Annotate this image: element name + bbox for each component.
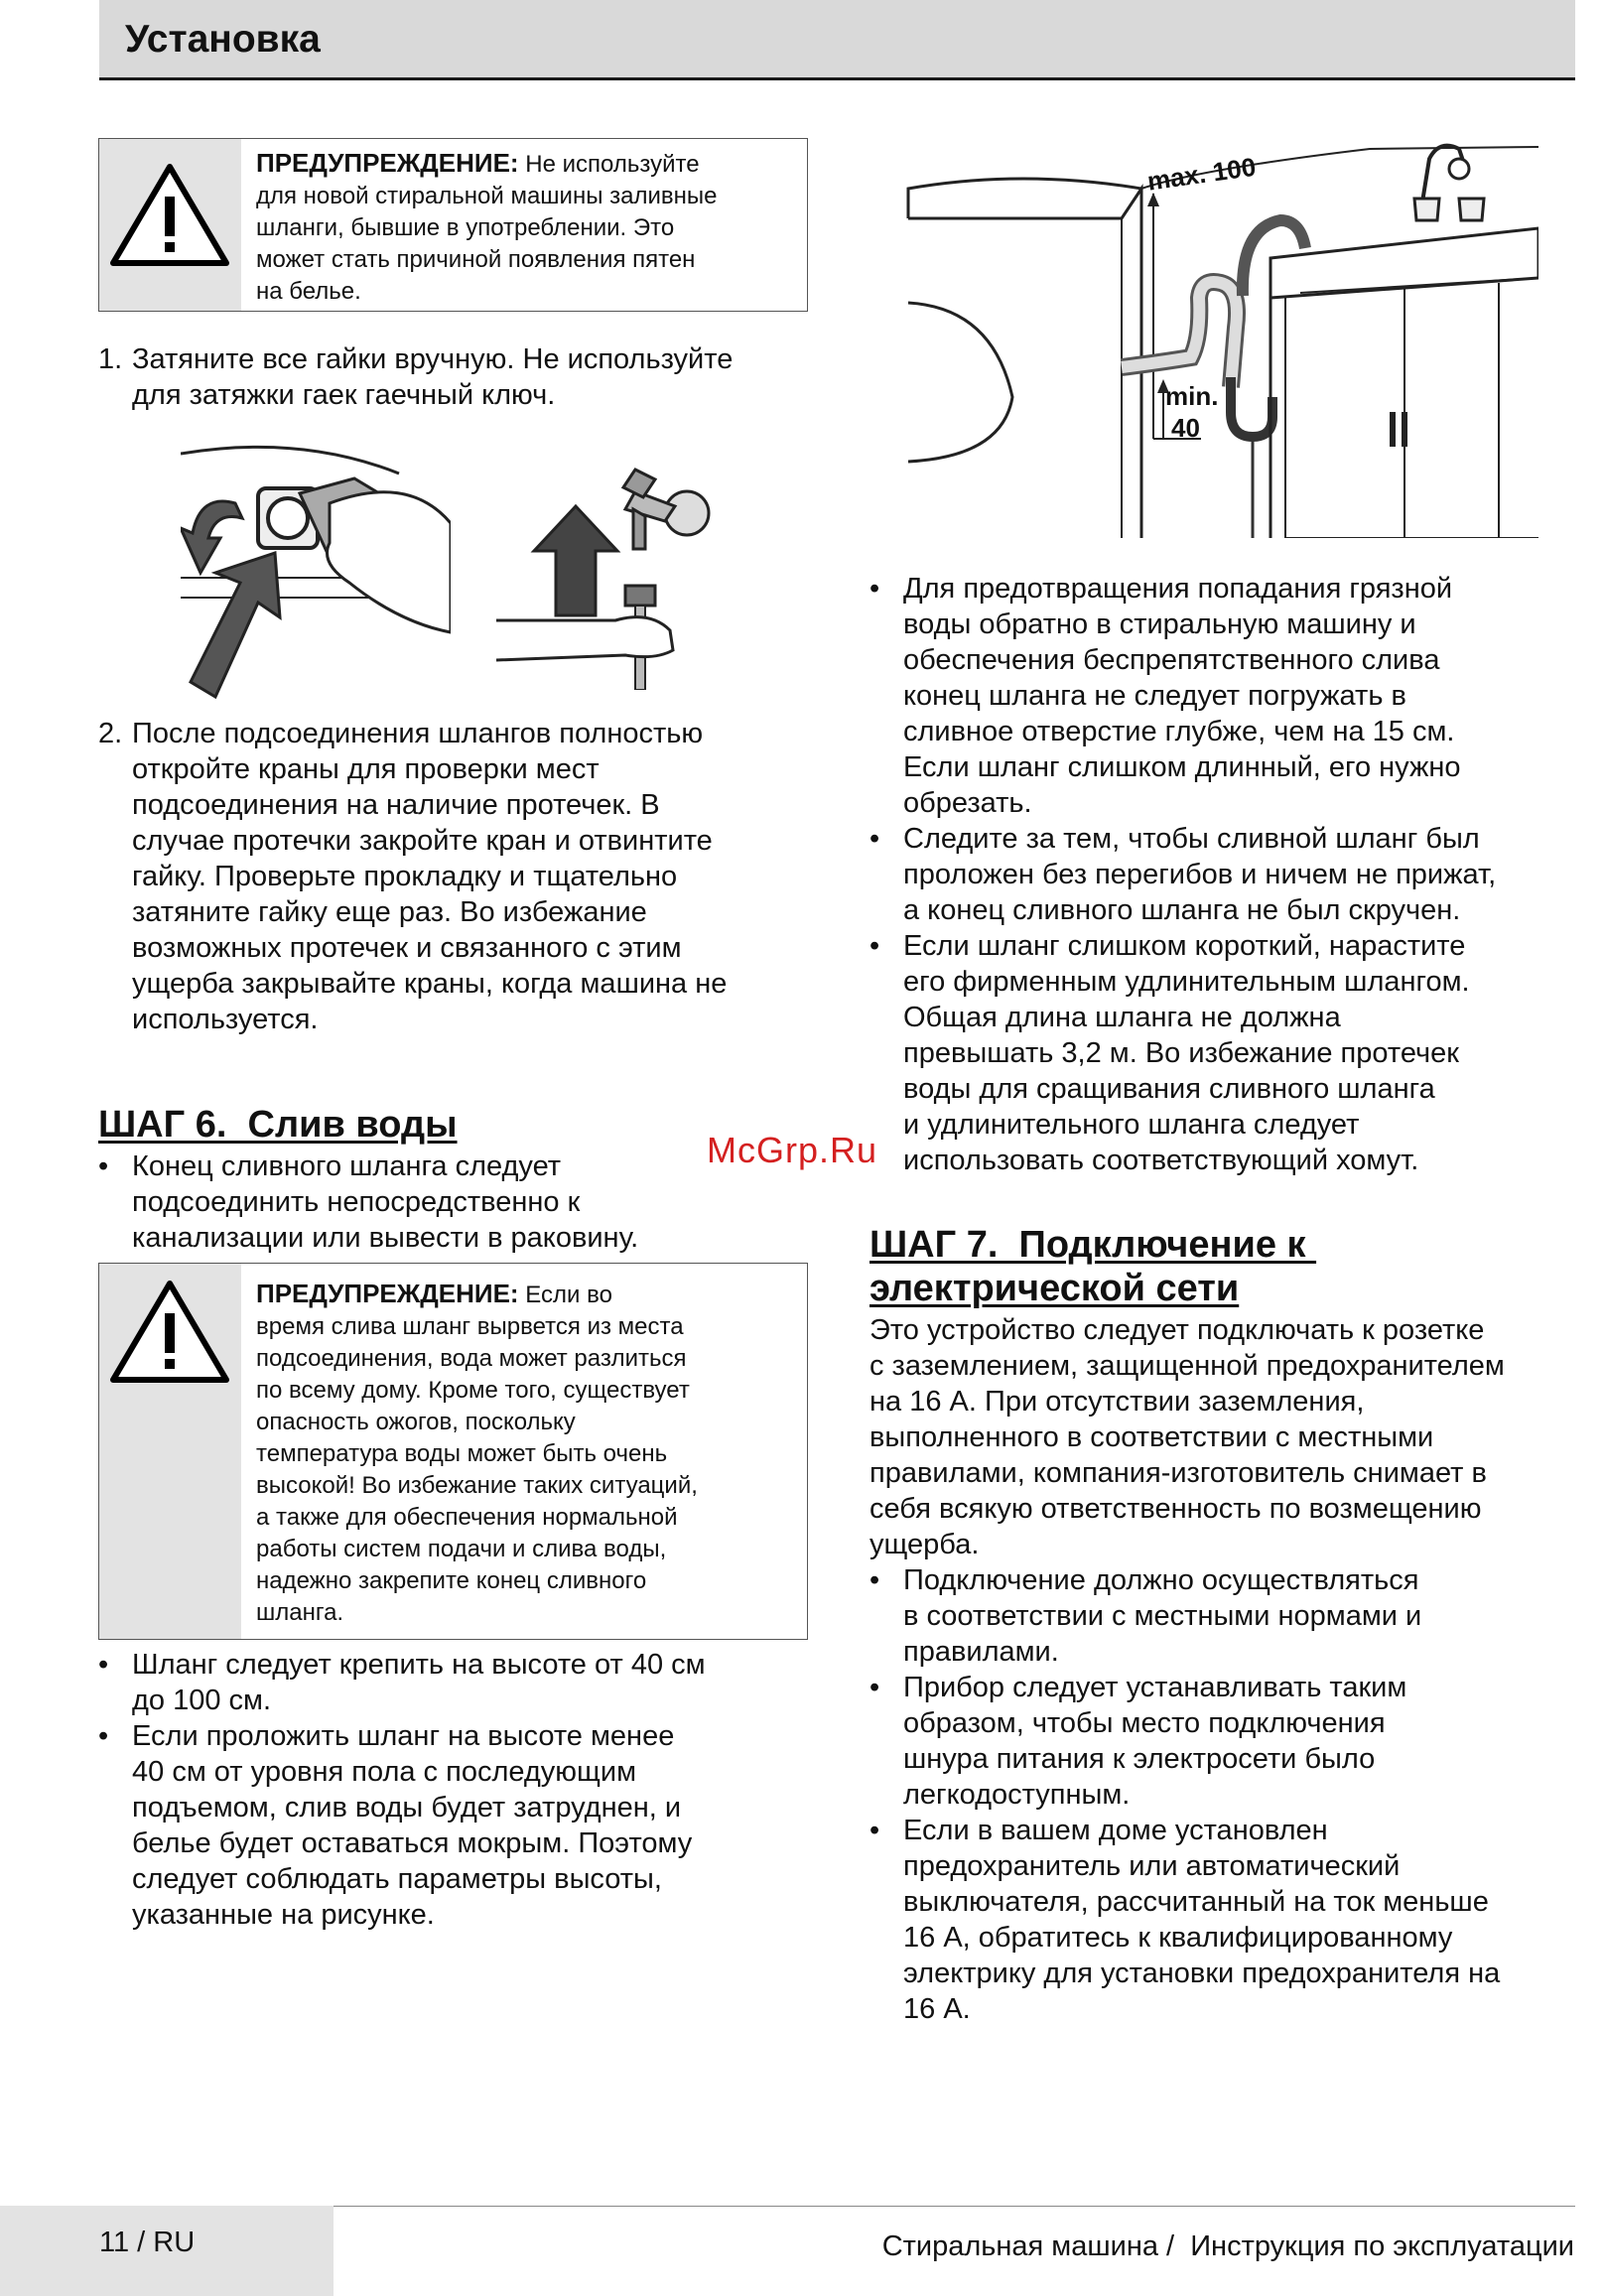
page-number: 11 / RU <box>99 2227 196 2258</box>
warning-2-label: ПРЕДУПРЕЖДЕНИЕ: <box>256 1279 519 1308</box>
warning-icon-cell <box>99 1264 241 1639</box>
step-2-number: 2. <box>98 718 123 749</box>
hand-tightening-nut-illustration <box>181 434 451 704</box>
footer-divider <box>334 2206 1575 2207</box>
warning-2-text: ПРЕДУПРЕЖДЕНИЕ: Если во время слива шланг вырвется из места подсоединения, вода может разлиться по всему дому. Кроме того, существует опасность ожогов, поскольку температура воды может быть очень высокой! Во избежание таких ситуаций, а также для обеспечения нормальной работы систем подачи и слива воды, надежно закрепите конец сливного шланга. <box>256 1279 698 1626</box>
max-height-label: max. 100 <box>1145 151 1258 197</box>
warning-box-1 <box>98 138 808 312</box>
warning-triangle-icon <box>99 1264 241 1435</box>
header-bar <box>99 0 1575 80</box>
step-6-heading: ШАГ 6. Слив воды <box>98 1104 458 1146</box>
warning-box-2 <box>98 1263 808 1640</box>
step-7-heading-line-2: электрической сети <box>869 1268 1240 1309</box>
warning-1-text: ПРЕДУПРЕЖДЕНИЕ: Не используйте для новой стиральной машины заливные шланги, бывшие в употреблении. Это может стать причиной появления пятен на белье. <box>256 148 718 305</box>
page-title: Установка <box>125 18 321 61</box>
step-7-intro: Это устройство следует подключать к розетке с заземлением, защищенной предохранителем на 16 А. При отсутствии заземления, выполненного в соответствии с местными правилами, компания-изготовитель снимает в себя всякую ответственность по возмещению ущерба. <box>869 1314 1505 1560</box>
step-1-number: 1. <box>98 343 123 375</box>
min-height-label: min. <box>1165 381 1219 411</box>
warning-icon-cell <box>99 139 241 311</box>
footer-document-title: Стиральная машина / Инструкция по эксплуатации <box>881 2230 1574 2262</box>
min-height-value: 40 <box>1171 413 1200 443</box>
hose-to-tap-illustration <box>496 462 725 690</box>
warning-1-label: ПРЕДУПРЕЖДЕНИЕ: <box>256 148 519 178</box>
warning-triangle-icon <box>99 139 241 311</box>
drain-hose-height-figure <box>903 129 1538 538</box>
watermark: McGrp.Ru <box>707 1130 878 1170</box>
step-7-heading-line-1: ШАГ 7. Подключение к <box>869 1224 1317 1266</box>
